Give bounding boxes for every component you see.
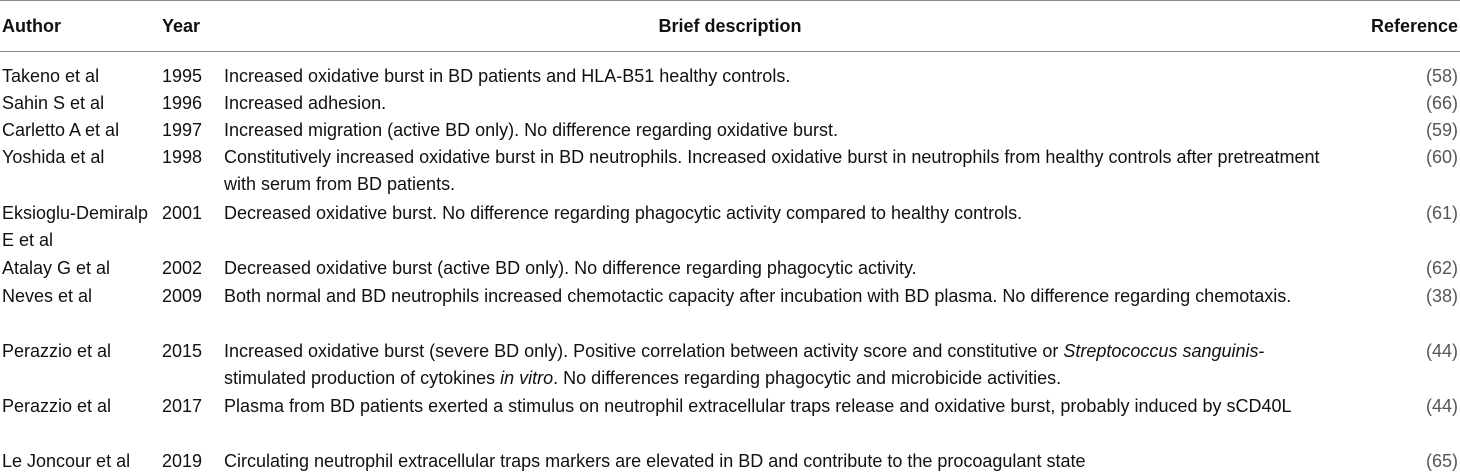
cell-author: Neves et al xyxy=(2,286,93,306)
cell-reference: (66) xyxy=(1425,93,1458,113)
header-rule xyxy=(0,51,1460,52)
cell-year: 2001 xyxy=(162,203,203,223)
cell-author: Eksioglu-Demiralp E et al xyxy=(2,203,149,250)
cell-reference: (59) xyxy=(1425,120,1458,140)
cell-year: 1995 xyxy=(162,66,203,86)
cell-reference: (44) xyxy=(1425,396,1458,416)
cell-year: 2015 xyxy=(162,341,203,361)
cell-reference: (61) xyxy=(1425,203,1458,223)
cell-year: 1997 xyxy=(162,120,203,140)
cell-reference: (65) xyxy=(1425,451,1458,471)
cell-description: Circulating neutrophil extracellular traps markers are elevated in BD and contribute to the procoagulant state xyxy=(224,451,1086,471)
cell-reference: (44) xyxy=(1425,341,1458,361)
header-author: Author xyxy=(2,16,61,36)
cell-description: Increased migration (active BD only). No difference regarding oxidative burst. xyxy=(224,120,838,140)
cell-description: Decreased oxidative burst. No difference regarding phagocytic activity compared to healthy controls. xyxy=(224,203,1023,223)
cell-reference: (38) xyxy=(1425,286,1458,306)
cell-author: Takeno et al xyxy=(2,66,100,86)
cell-reference: (60) xyxy=(1425,147,1458,167)
cell-description: Decreased oxidative burst (active BD only). No difference regarding phagocytic activity. xyxy=(224,258,917,278)
header-year: Year xyxy=(162,16,201,36)
description-italic-organism: Streptococcus sanguinis xyxy=(1063,341,1259,361)
cell-description: Increased oxidative burst in BD patients and HLA-B51 healthy controls. xyxy=(224,66,791,86)
cell-author: Atalay G et al xyxy=(2,258,111,278)
cell-description: Constitutively increased oxidative burst in BD neutrophils. Increased oxidative burst in neutrophils from healthy controls after pretreatment with serum from BD patients. xyxy=(224,147,1320,194)
header-description: Brief description xyxy=(658,16,802,36)
header-row xyxy=(0,0,1460,52)
cell-description xyxy=(224,338,1324,392)
cell-year: 2017 xyxy=(162,396,203,416)
cell-year: 2009 xyxy=(162,286,203,306)
cell-year: 2019 xyxy=(162,451,203,471)
cell-author: Sahin S et al xyxy=(2,93,105,113)
cell-author: Perazzio et al xyxy=(2,396,112,416)
description-text: Increased oxidative burst (severe BD only). Positive correlation between activity score and constitutive or xyxy=(224,341,1064,361)
description-text: -stimulated production of cytokines xyxy=(224,341,1265,388)
cell-author: Le Joncour et al xyxy=(2,451,131,471)
cell-description: Increased adhesion. xyxy=(224,93,387,113)
cell-reference: (58) xyxy=(1425,66,1458,86)
description-italic-in-vitro: in vitro xyxy=(500,368,554,388)
cell-author: Carletto A et al xyxy=(2,120,120,140)
cell-year: 1996 xyxy=(162,93,203,113)
cell-reference: (62) xyxy=(1425,258,1458,278)
description-text: . No differences regarding phagocytic and microbicide activities. xyxy=(553,368,1062,388)
cell-year: 1998 xyxy=(162,147,203,167)
cell-description: Both normal and BD neutrophils increased chemotactic capacity after incubation with BD plasma. No difference regarding chemotaxis. xyxy=(224,286,1292,306)
header-reference: Reference xyxy=(1370,16,1458,36)
cell-author: Yoshida et al xyxy=(2,147,105,167)
cell-year: 2002 xyxy=(162,258,203,278)
cell-author: Perazzio et al xyxy=(2,341,112,361)
cell-description: Plasma from BD patients exerted a stimulus on neutrophil extracellular traps release and oxidative burst, probably induced by sCD40L xyxy=(224,396,1292,416)
